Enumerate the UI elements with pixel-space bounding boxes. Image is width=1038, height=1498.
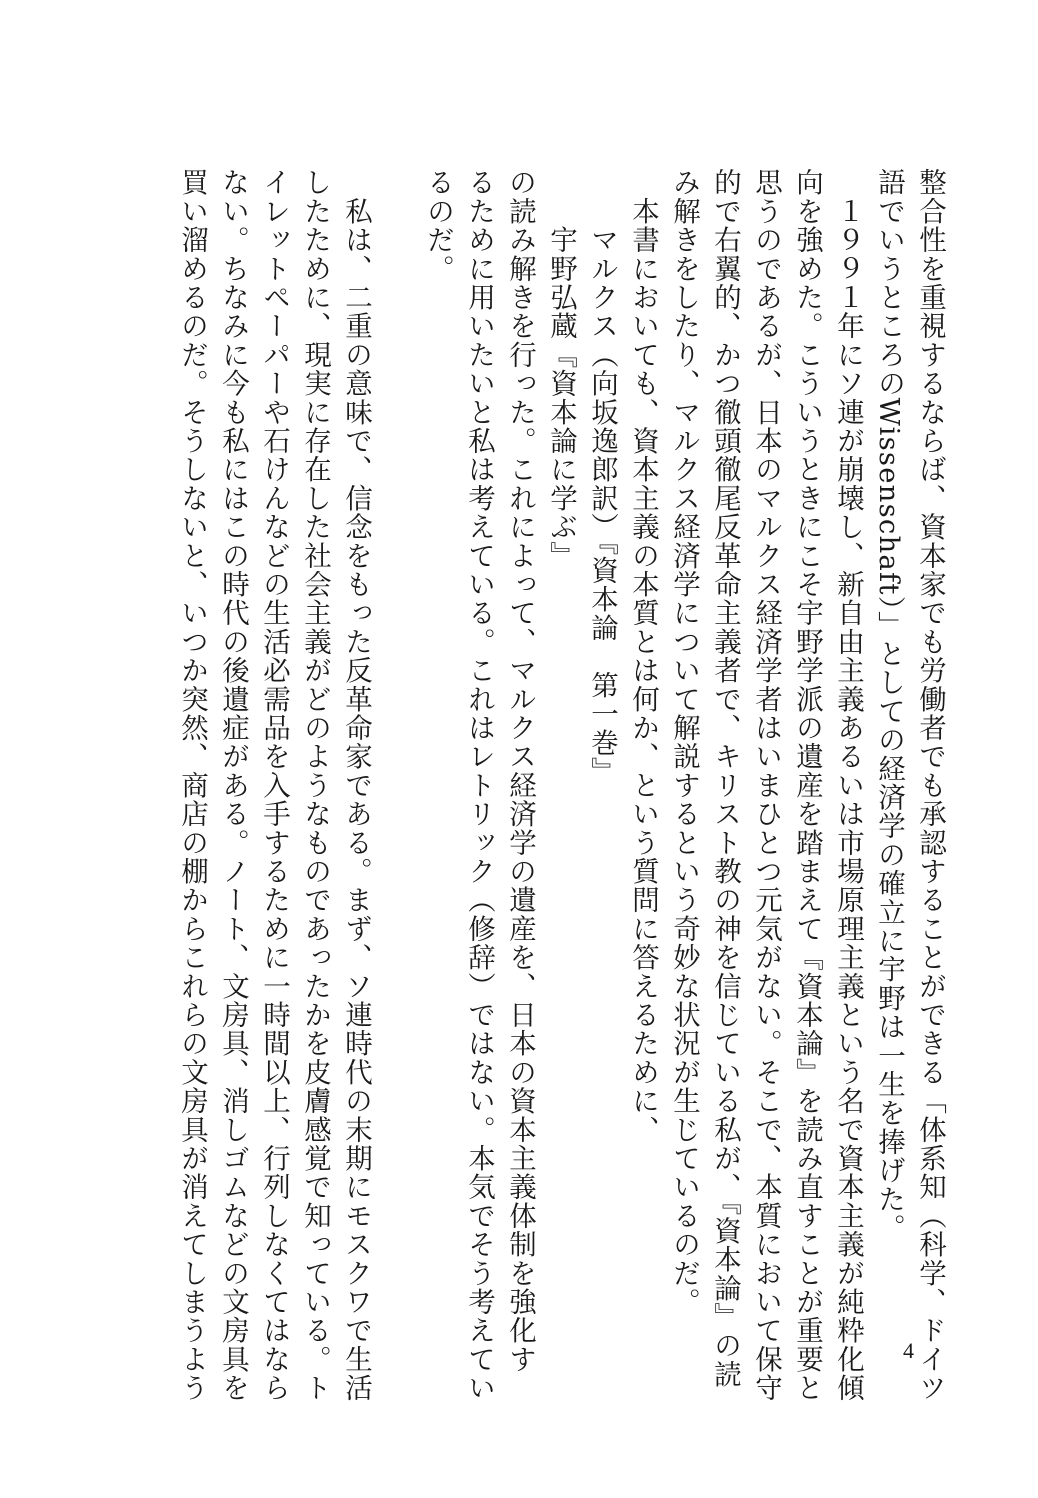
page-number: 4 xyxy=(903,1338,914,1363)
text-line: ない。ちなみに今も私にはこの時代の後遺症がある。ノート、文房具、消しゴムなどの文房具を xyxy=(217,168,249,1403)
text-line: イレットペーパーや石けんなどの生活必需品を入手するために一時間以上、行列しなくてはなら xyxy=(258,168,290,1403)
book-citation-line: マルクス（向坂逸郎訳）『資本論 第一巻』 xyxy=(586,168,618,786)
text-line: るために用いたいと私は考えている。これはレトリック（修辞）ではない。本気でそう考えてい xyxy=(463,168,495,1403)
text-line: 整合性を重視するならば、資本家でも労働者でも承認することができる「体系知（科学、ドイツ xyxy=(914,168,946,1403)
text-line: 私は、二重の意味で、信念をもった反革命家である。まず、ソ連時代の末期にモスクワで生活 xyxy=(340,168,372,1403)
vertical-body-text xyxy=(171,168,950,1403)
text-line: 本書においても、資本主義の本質とは何か、という質問に答えるために、 xyxy=(627,168,659,1144)
text-line: １９９１年にソ連が崩壊し、新自由主義あるいは市場原理主義という名で資本主義が純粋化傾 xyxy=(832,168,864,1403)
text-line: 的で右翼的、かつ徹頭徹尾反革命主義者で、キリスト教の神を信じている私が、『資本論』の読 xyxy=(709,168,741,1389)
text-line: るのだ。 xyxy=(422,168,454,283)
text-line: の読み解きを行った。これによって、マルクス経済学の遺産を、日本の資本主義体制を強化す xyxy=(504,168,536,1374)
paragraph-spacer xyxy=(376,168,417,1298)
text-line: 思うのであるが、日本のマルクス経済学者はいまひとつ元気がない。そこで、本質において保守 xyxy=(750,168,782,1403)
book-citation-line: 宇野弘蔵『資本論に学ぶ』 xyxy=(545,168,577,570)
text-line: 語でいうところのWissenschaft）」としての経済学の確立に宇野は一生を捧げた。 xyxy=(873,168,905,1242)
text-line: 買い溜めるのだ。そうしないと、いつか突然、商店の棚からこれらの文房具が消えてしまうよう xyxy=(176,168,208,1403)
text-line: 向を強めた。こういうときにこそ宇野学派の遺産を踏まえて『資本論』を読み直すことが重要と xyxy=(791,168,823,1403)
text-line: み解きをしたり、マルクス経済学について解説するという奇妙な状況が生じているのだ。 xyxy=(668,168,700,1316)
text-line: したために、現実に存在した社会主義がどのようなものであったかを皮膚感覚で知っている。ト xyxy=(299,168,331,1403)
